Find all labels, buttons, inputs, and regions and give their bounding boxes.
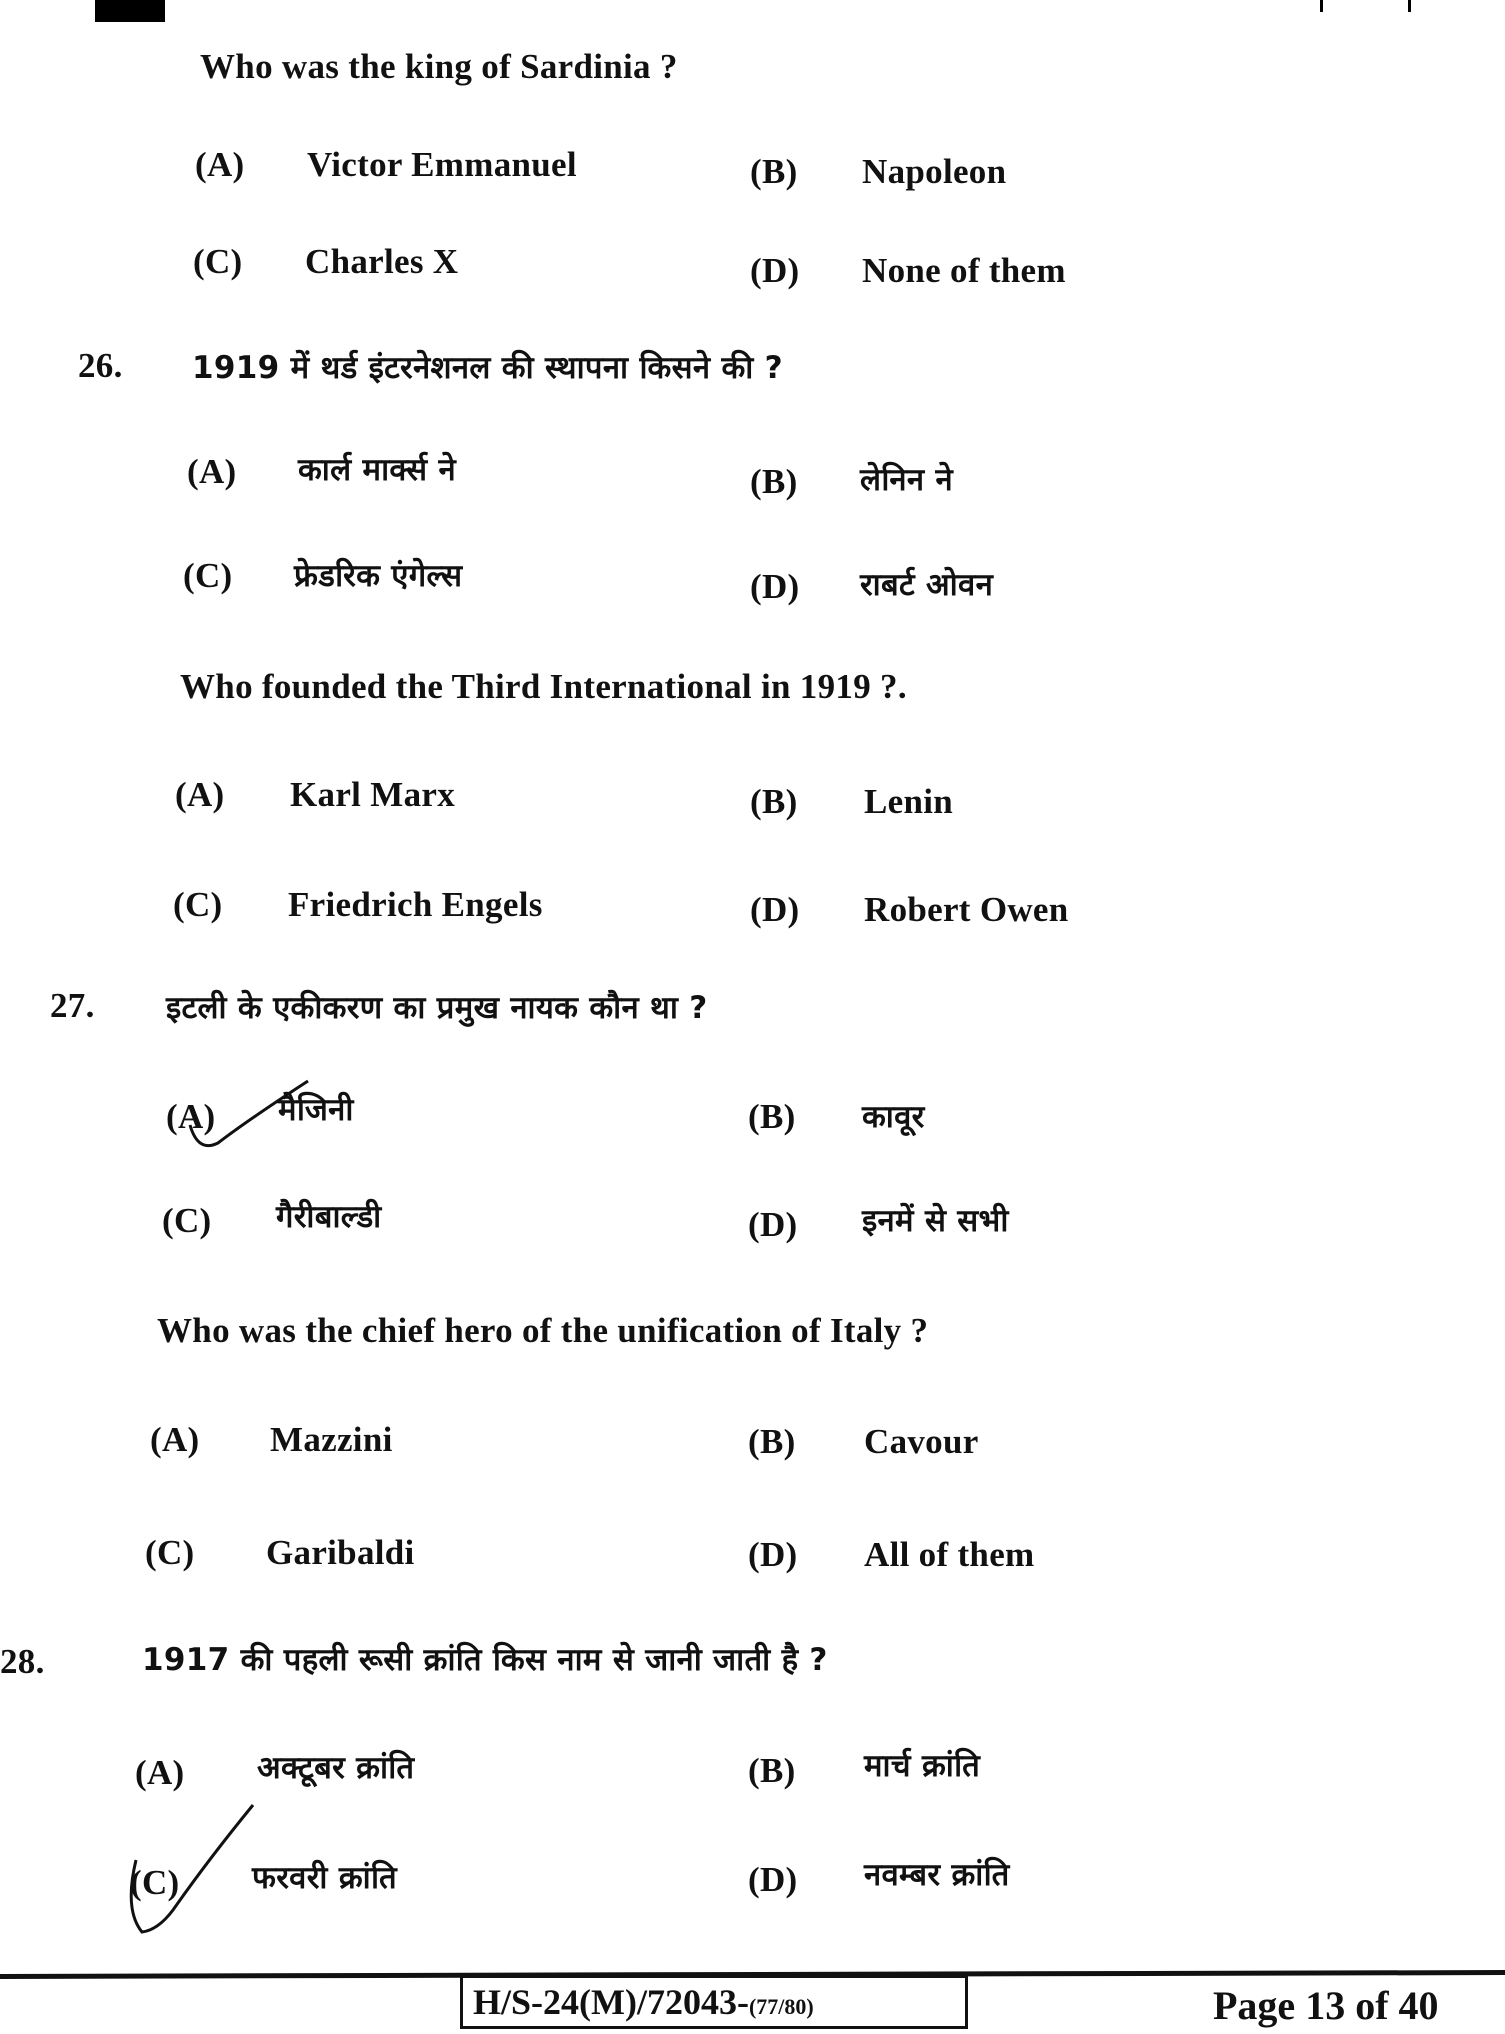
question-27-english: Who was the chief hero of the unification of Italy ?: [157, 1311, 929, 1350]
option-text: गैरीबाल्डी: [276, 1199, 382, 1235]
option-text: इनमें से सभी: [862, 1203, 1009, 1239]
option-text: कार्ल मार्क्स ने: [298, 452, 456, 488]
question-number: 28.: [0, 1642, 45, 1681]
option-text: Robert Owen: [864, 890, 1069, 929]
corner-bracket: [1320, 0, 1411, 12]
option-label: (A): [195, 145, 245, 184]
option-label: (B): [748, 1751, 796, 1790]
option-label: (C): [145, 1533, 195, 1572]
option-label: (D): [750, 251, 800, 290]
option-text: Charles X: [305, 242, 459, 281]
option-label: (B): [750, 462, 798, 501]
option-label: (A): [175, 775, 225, 814]
question-26-english: Who founded the Third International in 1919 ?.: [180, 667, 907, 706]
option-text: Napoleon: [862, 152, 1007, 191]
option-label: (B): [750, 152, 798, 191]
check-mark-icon: [188, 1075, 318, 1155]
option-label: (B): [748, 1422, 796, 1461]
option-label: (D): [750, 567, 800, 606]
option-label: (C): [173, 885, 223, 924]
option-label: (A): [135, 1753, 185, 1792]
option-label: (D): [750, 890, 800, 929]
option-text: फरवरी क्रांति: [252, 1860, 397, 1896]
page-number: Page 13 of 40: [1213, 1983, 1439, 2028]
option-label: (C): [130, 1863, 180, 1902]
option-label: (C): [183, 556, 233, 595]
option-text: Lenin: [864, 782, 954, 821]
check-mark-icon: [128, 1800, 268, 1940]
option-label: (D): [748, 1205, 798, 1244]
option-text: राबर्ट ओवन: [860, 567, 994, 603]
question-number: 27.: [50, 986, 95, 1025]
option-text: Friedrich Engels: [288, 885, 543, 924]
option-text: मैजिनी: [278, 1092, 354, 1128]
option-text: लेनिन ने: [860, 462, 953, 498]
option-label: (D): [748, 1860, 798, 1899]
option-text: Victor Emmanuel: [307, 145, 577, 184]
option-text: कावूर: [862, 1099, 925, 1135]
option-text: Karl Marx: [290, 775, 456, 814]
option-text: फ्रेडरिक एंगेल्स: [294, 558, 463, 594]
option-label: (A): [150, 1420, 200, 1459]
question-28-hindi: 1917 की पहली रूसी क्रांति किस नाम से जानी जाती है ?: [142, 1642, 828, 1678]
question-number: 26.: [78, 346, 123, 385]
option-label: (A): [187, 452, 237, 491]
option-text: अक्टूबर क्रांति: [257, 1750, 415, 1786]
option-text: मार्च क्रांति: [864, 1748, 981, 1784]
option-label: (A): [166, 1097, 216, 1136]
option-text: None of them: [862, 251, 1066, 290]
option-text: Cavour: [864, 1422, 979, 1461]
option-label: (D): [748, 1535, 798, 1574]
option-label: (B): [750, 782, 798, 821]
option-text: नवम्बर क्रांति: [864, 1857, 1010, 1893]
paper-code: [460, 1975, 968, 2029]
option-text: All of them: [864, 1535, 1035, 1574]
option-text: Mazzini: [270, 1420, 393, 1459]
question-27-hindi: इटली के एकीकरण का प्रमुख नायक कौन था ?: [166, 990, 708, 1026]
paper-code-suffix: (77/80): [748, 1994, 814, 2019]
question-25-english: Who was the king of Sardinia ?: [200, 47, 678, 86]
question-26-hindi: 1919 में थर्ड इंटरनेशनल की स्थापना किसने की ?: [192, 350, 783, 386]
corner-mark: [95, 0, 165, 22]
option-label: (C): [193, 242, 243, 281]
option-label: (B): [748, 1097, 796, 1136]
option-text: Garibaldi: [266, 1533, 415, 1572]
option-label: (C): [162, 1201, 212, 1240]
paper-code-text: H/S-24(M)/72043-: [473, 1982, 749, 2022]
